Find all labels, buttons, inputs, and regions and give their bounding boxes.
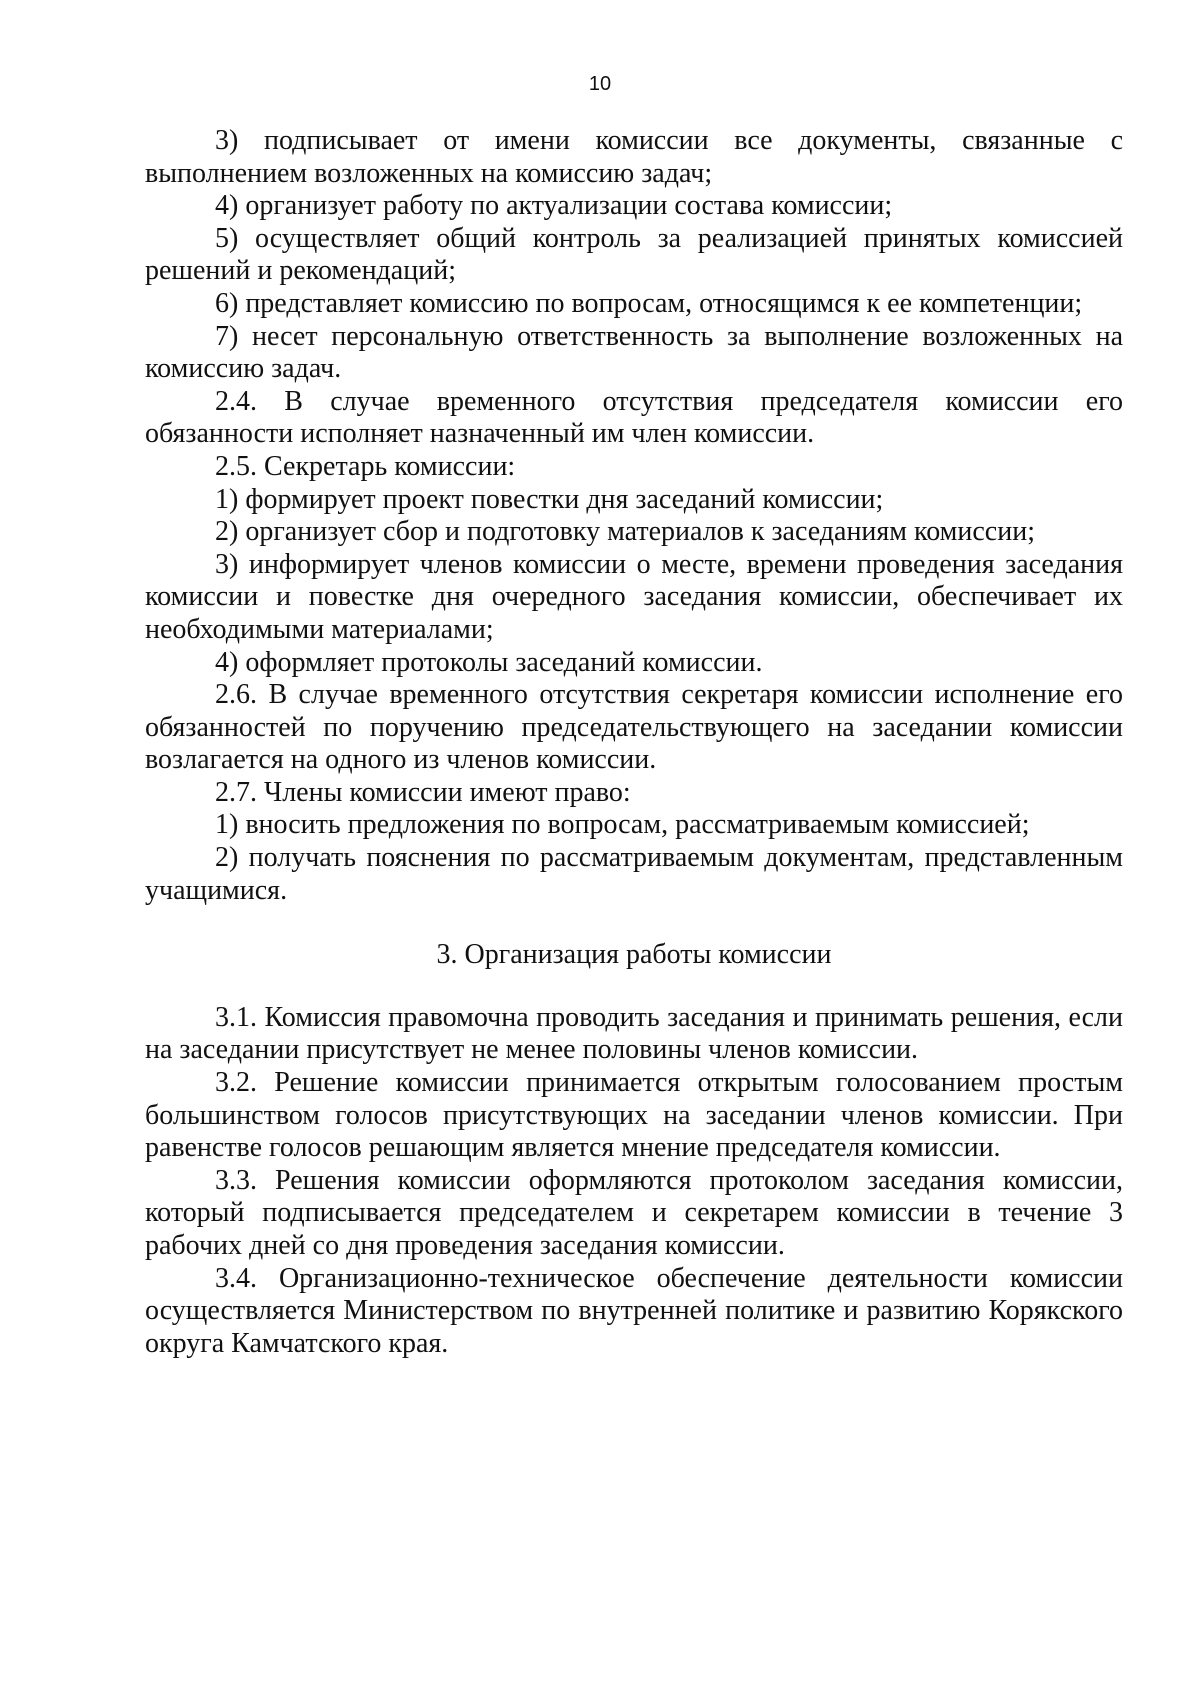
paragraph-chairman-duty-6: 6) представляет комиссию по вопросам, относящимся к ее компетенции; — [215, 287, 1083, 319]
paragraph-chairman-duty-7: 7) несет персональную ответственность за выполнение возложенных на комиссию задач. — [145, 320, 1123, 385]
paragraph-member-right-2: 2) получать пояснения по рассматриваемым документам, представленным учащимися. — [145, 842, 1123, 906]
paragraph-2-6: 2.6. В случае временного отсутствия секретаря комиссии исполнение его обязанностей по поручению председательствующего на заседании комиссии возлагается на одного из членов комиссии. — [145, 679, 1123, 776]
paragraph-chairman-duty-5: 5) осуществляет общий контроль за реализацией принятых комиссией решений и рекомендаций; — [145, 222, 1123, 287]
paragraph-3-2: 3.2. Решение комиссии принимается открытым голосованием простым большинством голосов присутствующих на заседании членов комиссии. При равенстве голосов решающим является мнение председателя комиссии. — [145, 1067, 1123, 1164]
paragraph-2-4: 2.4. В случае временного отсутствия председателя комиссии его обязанности исполняет назначенный им член комиссии. — [145, 385, 1123, 450]
paragraph-chairman-duty-4: 4) организует работу по актуализации состава комиссии; — [215, 190, 893, 222]
paragraph-2-7: 2.7. Члены комиссии имеют право: — [215, 776, 631, 808]
paragraph-3-1: 3.1. Комиссия правомочна проводить заседания и принимать решения, если на заседании присутствует не менее половины членов комиссии. — [145, 1001, 1123, 1066]
paragraph-secretary-duty-3: 3) информирует членов комиссии о месте, времени проведения заседания комиссии и повестке дня очередного заседания комиссии, обеспечивает их необходимыми материалами; — [145, 548, 1123, 645]
section-3-heading: 3. Организация работы комиссии — [436, 939, 832, 971]
paragraph-3-4: 3.4. Организационно-техническое обеспечение деятельности комиссии осуществляется Министерством по внутренней политике и развитию Корякского округа Камчатского края. — [145, 1262, 1123, 1359]
paragraph-2-5: 2.5. Секретарь комиссии: — [215, 450, 516, 482]
paragraph-secretary-duty-2: 2) организует сбор и подготовку материалов к заседаниям комиссии; — [215, 516, 1035, 548]
section-3 — [145, 1002, 1123, 1361]
document-body — [145, 125, 1123, 1360]
paragraph-member-right-1: 1) вносить предложения по вопросам, рассматриваемым комиссией; — [215, 809, 1030, 841]
paragraph-chairman-duty-3: 3) подписывает от имени комиссии все документы, связанные с выполнением возложенных на комиссию задач; — [145, 125, 1123, 189]
section-2-continuation — [145, 125, 1123, 907]
paragraph-secretary-duty-4: 4) оформляет протоколы заседаний комиссии. — [215, 646, 763, 678]
page-number: 10 — [588, 73, 612, 95]
paragraph-secretary-duty-1: 1) формирует проект повестки дня заседаний комиссии; — [215, 483, 884, 515]
paragraph-3-3: 3.3. Решения комиссии оформляются протоколом заседания комиссии, который подписывается председателем и секретарем комиссии в течение 3 рабочих дней со дня проведения заседания комиссии. — [145, 1164, 1123, 1261]
